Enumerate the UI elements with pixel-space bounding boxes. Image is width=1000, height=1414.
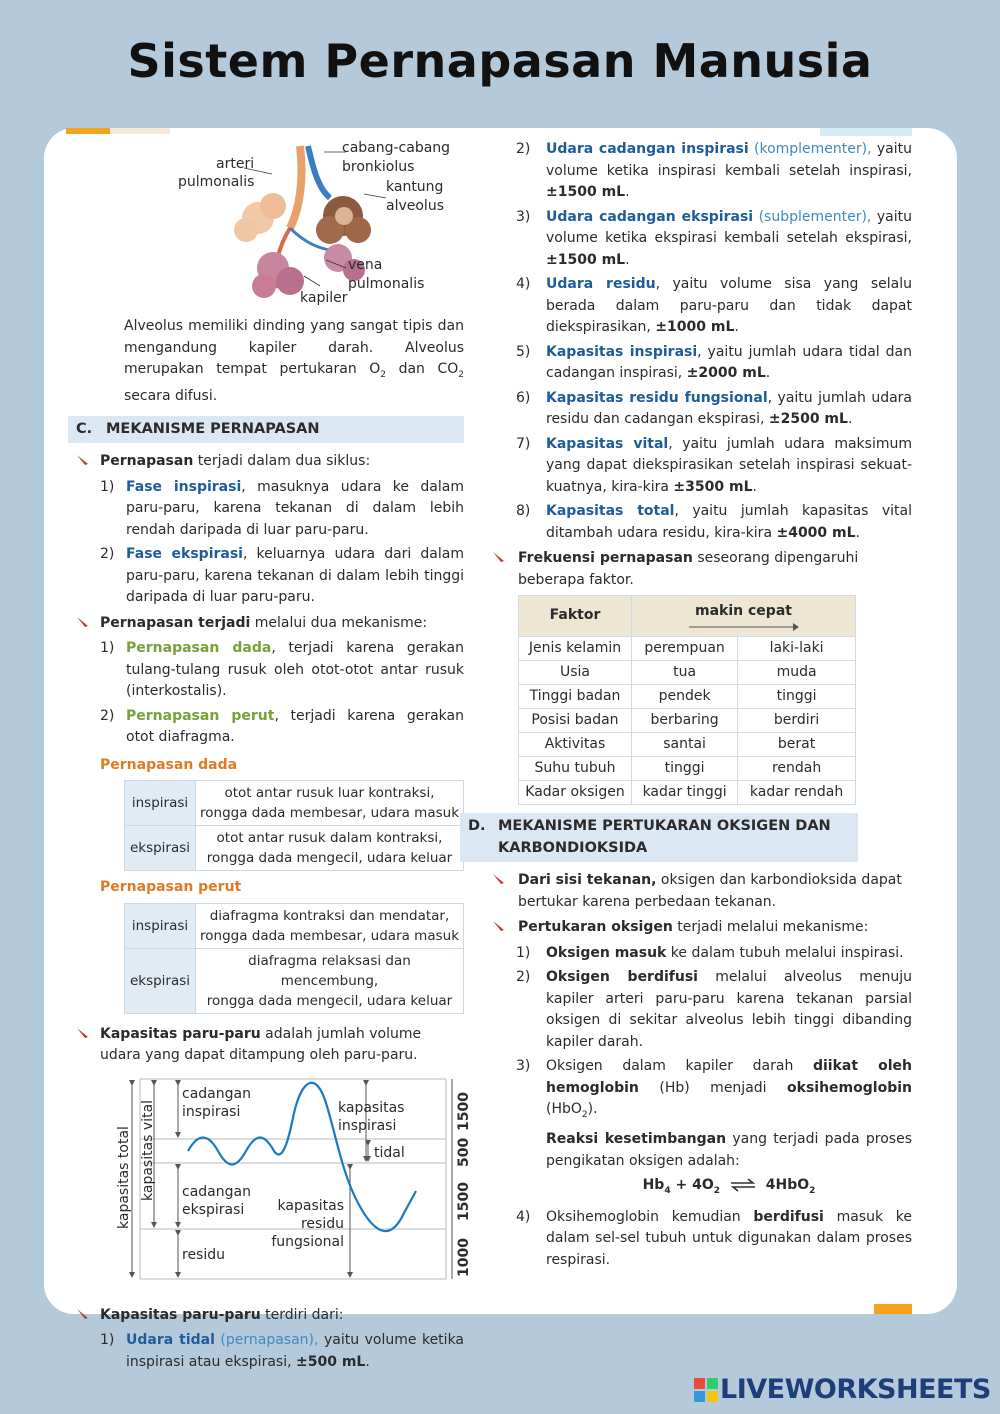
- pencil-icon: [76, 454, 90, 466]
- table-row: Usia tua muda: [519, 661, 856, 685]
- graph-label-kap-res: kapasitas residu fungsional: [271, 1197, 344, 1250]
- bullet-siklus: Pernapasan terjadi dalam dua siklus:: [68, 451, 464, 473]
- label-bronkiolus: bronkiolus: [342, 159, 415, 175]
- list-item: 1) Udara tidal (pernapasan), yaitu volume ketika inspirasi atau ekspirasi, ±500 mL.: [100, 1332, 465, 1370]
- liveworksheets-logo-icon: [694, 1378, 718, 1402]
- table-row: inspirasi diafragma kontraksi dan mendatar, rongga dada membesar, udara masuk: [125, 903, 464, 948]
- list-item: 1) Oksigen masuk ke dalam tubuh melalui inspirasi.: [516, 944, 904, 961]
- label-arteri: arteri: [216, 156, 255, 172]
- graph-label-cad-eks: cadangan ekspirasi: [182, 1183, 251, 1218]
- list-item: 6) Kapasitas residu fungsional, yaitu jumlah udara residu dan cadangan ekspirasi, ±2500 mL.: [516, 389, 912, 427]
- equilibrium-arrow-icon: [729, 1179, 757, 1191]
- list-item: 4) Oksihemoglobin kemudian berdifusi masuk ke dalam sel-sel tubuh untuk digunakan dalam proses respirasi.: [516, 1208, 912, 1268]
- table-row: Tinggi badan pendek tinggi: [519, 685, 856, 709]
- table-row: Posisi badan berbaring berdiri: [519, 709, 856, 733]
- graph-value: 1000: [456, 1237, 472, 1277]
- table-row: ekspirasi otot antar rusuk dalam kontraksi, rongga dada mengecil, udara keluar: [125, 826, 464, 871]
- alveolus-caption: Alveolus memiliki dinding yang sangat tipis dan mengandung kapiler darah. Alveolus merupakan tempat pertukaran $O_2$ dan $CO_2$ secara difusi.: [124, 318, 464, 405]
- table-header-row: Faktor makin cepat: [519, 596, 856, 637]
- left-column: [68, 128, 472, 1376]
- graph-label-tidal: tidal: [374, 1144, 405, 1161]
- pencil-icon: [76, 1027, 90, 1039]
- liveworksheets-brand[interactable]: [694, 1374, 991, 1405]
- bullet-mekanisme: Pernapasan terjadi melalui dua mekanisme:: [68, 613, 464, 635]
- table-row: Aktivitas santai berat: [519, 733, 856, 757]
- graph-label-total: kapasitas total: [116, 1125, 132, 1229]
- section-d-header: D. MEKANISME PERTUKARAN OKSIGEN DAN KARBONDIOKSIDA: [460, 813, 858, 862]
- list-item: 3) Udara cadangan ekspirasi (subplementer), yaitu volume ketika ekspirasi kembali setelah ekspirasi, ±1500 mL.: [516, 208, 912, 268]
- list-item: 2) Pernapasan perut, terjadi karena gerakan otot diafragma.: [100, 707, 464, 746]
- worksheet-card: [44, 128, 957, 1370]
- dada-title: Pernapasan dada: [100, 756, 238, 773]
- graph-label-vital: kapasitas vital: [140, 1099, 156, 1201]
- lung-volume-graph: [68, 1073, 472, 1295]
- label-kapiler: kapiler: [300, 290, 348, 306]
- list-item: 1) Fase inspirasi, masuknya udara ke dalam paru-paru, karena tekanan di dalam lebih rendah daripada di luar paru-paru.: [100, 478, 464, 538]
- pencil-icon: [492, 920, 506, 932]
- perut-table: [124, 903, 464, 1014]
- dada-table: [124, 780, 464, 871]
- graph-label-kap-insp: kapasitas inspirasi: [338, 1099, 405, 1134]
- bullet-pertukaran: Pertukaran oksigen terjadi melalui mekanisme:: [514, 917, 912, 939]
- bullet-terdiri: Kapasitas paru-paru terdiri dari:: [68, 1305, 464, 1327]
- list-item: 2) Oksigen berdifusi melalui alveolus menuju kapiler arteri paru-paru karena tekanan parsial oksigen di sekitar alveolus lebih tinggi dibanding kapiler darah.: [516, 969, 912, 1050]
- table-row: Jenis kelamin perempuan laki-laki: [519, 637, 856, 661]
- pencil-icon: [492, 551, 506, 563]
- table-row: ekspirasi diafragma relaksasi dan mencembung, rongga dada mengecil, udara keluar: [125, 948, 464, 1013]
- reaksi-text: Reaksi kesetimbangan yang terjadi pada proses pengikatan oksigen adalah:: [546, 1131, 913, 1169]
- section-c-header: C. MEKANISME PERNAPASAN: [68, 416, 464, 444]
- label-pulmonalis-2: pulmonalis: [348, 276, 425, 292]
- bullet-tekanan: Dari sisi tekanan, oksigen dan karbondioksida dapat bertukar karena perbedaan tekanan.: [514, 870, 912, 913]
- list-item: 2) Fase ekspirasi, keluarnya udara dari dalam paru-paru, karena tekanan di dalam lebih tinggi daripada di luar paru-paru.: [100, 546, 464, 606]
- perut-title: Pernapasan perut: [100, 879, 242, 896]
- graph-label-residu: residu: [182, 1246, 226, 1263]
- label-vena: vena: [348, 257, 383, 273]
- label-cabang: cabang-cabang: [342, 140, 451, 156]
- graph-value: 1500: [456, 1181, 472, 1221]
- accent-strip: [874, 1304, 912, 1314]
- bullet-kapasitas: Kapasitas paru-paru adalah jumlah volume udara yang dapat ditampung oleh paru-paru.: [68, 1024, 464, 1067]
- list-item: 2) Udara cadangan inspirasi (komplementer), yaitu volume ketika inspirasi kembali setelah inspirasi, ±1500 mL.: [516, 141, 912, 200]
- list-item: 7) Kapasitas vital, yaitu jumlah udara maksimum yang dapat diekspirasikan setelah inspirasi sekuat-kuatnya, kira-kira ±3500 mL.: [516, 435, 912, 495]
- alveolus-figure: [68, 128, 464, 310]
- graph-value: 500: [456, 1137, 472, 1167]
- label-kantung: kantung: [386, 179, 444, 195]
- bullet-frekuensi: Frekuensi pernapasan seseorang dipengaruhi beberapa faktor.: [514, 548, 912, 591]
- brand-text: LIVEWORKSHEETS: [720, 1374, 991, 1405]
- pencil-icon: [76, 1308, 90, 1320]
- pencil-icon: [76, 616, 90, 628]
- list-item: 8) Kapasitas total, yaitu jumlah kapasitas vital ditambah udara residu, kira-kira ±4000 mL.: [516, 503, 912, 541]
- arrow-right-icon: [689, 623, 799, 631]
- list-item: 5) Kapasitas inspirasi, yaitu jumlah udara tidal dan cadangan inspirasi, ±2000 mL.: [516, 343, 912, 381]
- frekuensi-table: [518, 595, 856, 805]
- label-alveolus: alveolus: [386, 198, 444, 214]
- graph-value: 1500: [456, 1091, 472, 1131]
- graph-label-cad-insp: cadangan inspirasi: [182, 1085, 251, 1120]
- label-pulmonalis: pulmonalis: [178, 174, 255, 190]
- table-row: Suhu tubuh tinggi rendah: [519, 757, 856, 781]
- page-title: Sistem Pernapasan Manusia: [127, 34, 873, 88]
- right-column: [468, 136, 913, 1274]
- table-row: Kadar oksigen kadar tinggi kadar rendah: [519, 781, 856, 805]
- list-item: 1) Pernapasan dada, terjadi karena gerakan tulang-tulang rusuk oleh otot-otot antar rusuk (interkostalis).: [100, 640, 464, 700]
- list-item: 4) Udara residu, yaitu volume sisa yang selalu berada dalam paru-paru dan tidak dapat diekspirasikan, ±1000 mL.: [516, 276, 912, 335]
- reaction-equation: $Hb_4 + 4O_2$ 4HbO$_2$: [642, 1177, 816, 1197]
- accent-strip: [820, 128, 912, 136]
- table-row: inspirasi otot antar rusuk luar kontraksi, rongga dada membesar, udara masuk: [125, 781, 464, 826]
- pencil-icon: [492, 873, 506, 885]
- list-item: 3) Oksigen dalam kapiler darah diikat oleh hemoglobin (Hb) menjadi oksihemoglobin (HbO$_2$).: [516, 1058, 912, 1120]
